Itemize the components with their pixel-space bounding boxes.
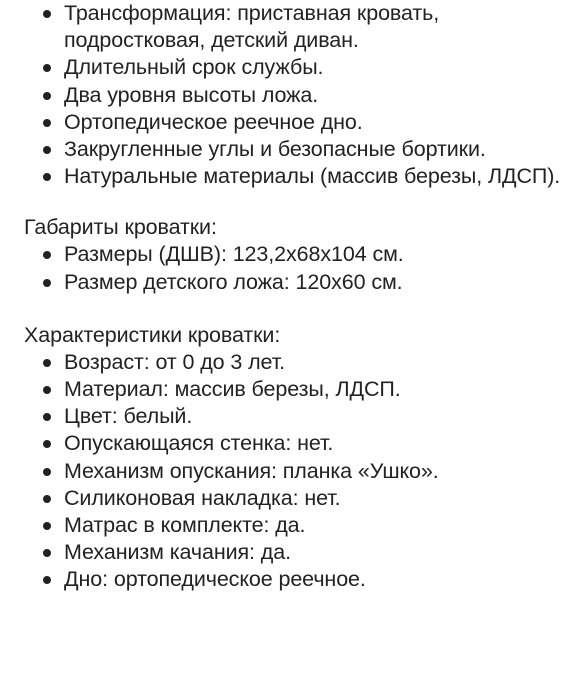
characteristic-text: Силиконовая накладка: нет. <box>64 485 341 510</box>
bullet-icon <box>43 119 51 127</box>
bullet-icon <box>43 92 51 100</box>
list-item <box>24 349 567 376</box>
feature-text: Ортопедическое реечное дно. <box>64 109 363 134</box>
list-item <box>24 403 567 430</box>
bullet-icon <box>43 576 51 584</box>
list-item <box>24 458 567 485</box>
list-item <box>24 136 567 163</box>
characteristic-text: Матрас в комплекте: да. <box>64 513 306 538</box>
list-item <box>24 163 567 190</box>
characteristic-text: Дно: ортопедическое реечное. <box>64 567 366 592</box>
list-item <box>24 54 567 81</box>
list-item <box>24 376 567 403</box>
bullet-icon <box>43 522 51 530</box>
bullet-icon <box>43 173 51 181</box>
characteristic-text: Возраст: от 0 до 3 лет. <box>64 349 285 374</box>
feature-text: Закругленные углы и безопасные бортики. <box>64 137 486 162</box>
dimension-text: Размеры (ДШВ): 123,2х68х104 см. <box>64 242 404 267</box>
list-item <box>24 539 567 566</box>
bullet-icon <box>43 10 51 18</box>
list-item <box>24 269 567 296</box>
bullet-icon <box>43 386 51 394</box>
dimensions-heading: Габариты кроватки: <box>24 215 217 240</box>
characteristic-text: Цвет: белый. <box>64 404 193 429</box>
characteristics-heading: Характеристики кроватки: <box>24 322 281 347</box>
list-item <box>24 241 567 268</box>
bullet-icon <box>43 64 51 72</box>
feature-text: Трансформация: приставная кровать, подростковая, детский диван. <box>64 1 440 53</box>
dimension-text: Размер детского ложа: 120х60 см. <box>64 269 403 294</box>
bullet-icon <box>43 146 51 154</box>
characteristic-text: Механизм качания: да. <box>64 540 291 565</box>
bullet-icon <box>43 468 51 476</box>
bullet-icon <box>43 549 51 557</box>
bullet-icon <box>43 495 51 503</box>
list-item <box>24 109 567 136</box>
feature-text: Длительный срок службы. <box>64 55 324 80</box>
feature-text: Натуральные материалы (массив березы, ЛДСП). <box>64 164 561 189</box>
list-item <box>24 82 567 109</box>
list-item <box>24 485 567 512</box>
bullet-icon <box>43 279 51 287</box>
characteristics-list <box>24 349 567 594</box>
features-list <box>24 0 567 190</box>
characteristic-text: Опускающаяся стенка: нет. <box>64 431 334 456</box>
characteristic-text: Механизм опускания: планка «Ушко». <box>64 458 439 483</box>
list-item <box>24 512 567 539</box>
list-item <box>24 566 567 593</box>
list-item <box>24 430 567 457</box>
characteristic-text: Материал: массив березы, ЛДСП. <box>64 377 401 402</box>
bullet-icon <box>43 251 51 259</box>
bullet-icon <box>43 440 51 448</box>
feature-text: Два уровня высоты ложа. <box>64 82 319 107</box>
dimensions-list <box>24 241 567 295</box>
bullet-icon <box>43 359 51 367</box>
bullet-icon <box>43 413 51 421</box>
list-item <box>24 0 567 54</box>
